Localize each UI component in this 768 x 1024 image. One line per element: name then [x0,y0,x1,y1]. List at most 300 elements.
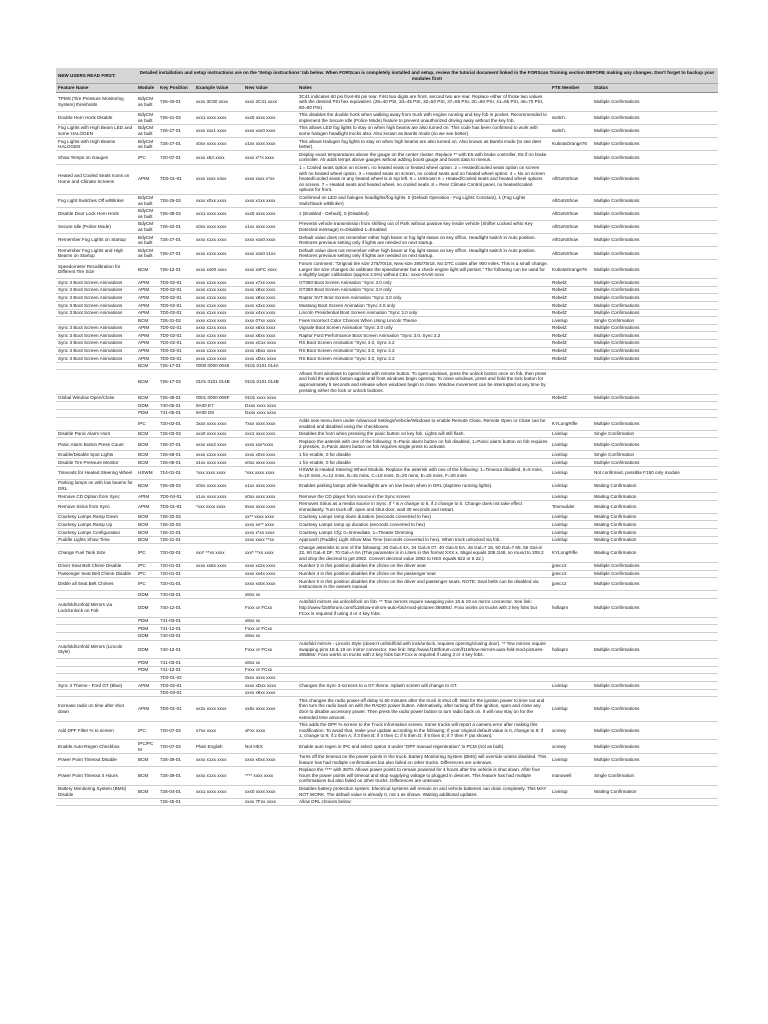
cell-example-value[interactable]: xxxx xxxx x4xx [194,164,243,194]
cell-notes[interactable]: Adds new menu item under Advanced Settings/Vehicle/Windows to enable Remote Close, Remote Open or Close can be enabled and disabled using the checkboxes. [297,417,550,430]
cell-fte-member[interactable] [550,362,592,370]
cell-fte-member[interactable]: Livinlup [550,536,592,544]
table-row[interactable] [56,632,718,640]
cell-new-value[interactable]: 0101 0101 014B [243,370,297,394]
cell-new-value[interactable]: Fxxx or FCxx [243,625,297,633]
table-row[interactable] [56,138,718,151]
table-row[interactable] [56,332,718,340]
cell-notes[interactable]: Confirmed on LED and halogen headlights/fog lights. 0 (Default Operation - Fog Lights Constant), 1 (Fog Lights Switchback w/Blinker) [297,194,550,207]
cell-module[interactable]: BCM [136,479,158,492]
cell-notes[interactable]: Vignale Boot Screen Animation "Sync 3.0 only [297,324,550,332]
cell-status[interactable]: Single Confirmation [592,317,718,325]
cell-key-position[interactable]: 726-27-01 [158,234,194,247]
cell-example-value[interactable] [194,529,243,537]
cell-new-value[interactable]: xxxx x0xx xxxx [243,451,297,459]
cell-key-position[interactable]: 7D0-02-01 [158,339,194,347]
cell-feature-name[interactable]: Courtesy Lamps Configuration [56,529,136,537]
cell-notes[interactable]: 1 (Enabled - Default), 0 (Disabled) [297,207,550,220]
cell-status[interactable]: Single Confirmation [592,430,718,438]
cell-feature-name[interactable] [56,632,136,640]
cell-notes[interactable] [297,689,550,697]
cell-key-position[interactable]: 740-12-01 [158,598,194,617]
cell-example-value[interactable]: Plain English [194,740,243,753]
cell-example-value[interactable] [194,682,243,690]
cell-status[interactable] [592,689,718,697]
cell-feature-name[interactable] [56,674,136,682]
cell-example-value[interactable]: xxxx x1xx xxxx [194,279,243,287]
table-row[interactable] [56,317,718,325]
table-row[interactable] [56,402,718,410]
cell-status[interactable]: Multiple Confirmations [592,417,718,430]
cell-example-value[interactable] [194,521,243,529]
cell-feature-name[interactable] [56,417,136,430]
cell-feature-name[interactable]: Change Fuel Tank Size [56,544,136,563]
cell-new-value[interactable]: xxxx xxxx **xx [243,536,297,544]
cell-module[interactable]: APIM [136,309,158,317]
cell-module[interactable]: DDM [136,402,158,410]
cell-notes[interactable]: Number 4 in this position disables the chime on the passenger seat [297,570,550,578]
cell-example-value[interactable]: xxxx xx6x xxxx [194,562,243,570]
cell-new-value[interactable]: xxxx x4xx xxxx [243,309,297,317]
cell-fte-member[interactable] [550,659,592,667]
cell-notes[interactable]: Courtesy Lamps ramp up duration (seconds converted to hex) [297,521,550,529]
cell-feature-name[interactable] [56,798,136,806]
table-row[interactable] [56,753,718,766]
cell-key-position[interactable]: 726-27-01 [158,124,194,137]
cell-fte-member[interactable]: RebelZ [550,332,592,340]
header-module[interactable]: Module [136,84,158,93]
cell-example-value[interactable] [194,625,243,633]
cell-fte-member[interactable] [550,370,592,394]
cell-new-value[interactable]: x0xx xxxx xxxx [243,493,297,501]
cell-new-value[interactable]: xxxx xCxx xxxx [243,339,297,347]
cell-notes[interactable]: GT350 Boot Screen Animation "Sync 3.0 only [297,279,550,287]
cell-key-position[interactable]: 726-31-02 [158,317,194,325]
table-row[interactable] [56,521,718,529]
cell-notes[interactable]: Disables battery protection system. Electrical systems will remain on and vehicle batteries can drain completely. This MAY NOT WORK. The default value is already 0, not 1 as shown. Waiting additional updates. [297,785,550,798]
cell-new-value[interactable]: xxxx 07xx xxxx [243,317,297,325]
cell-feature-name[interactable]: Fog Light Switches Off w/Blinker [56,194,136,207]
table-row[interactable] [56,721,718,740]
cell-module[interactable]: BCM [136,362,158,370]
cell-key-position[interactable]: 741-12-01 [158,625,194,633]
cell-fte-member[interactable]: Texmudder [550,500,592,513]
cell-notes[interactable]: Replace the **** with 3870. Allows power points to remain powered for 4 hours after the vehicle is shut down. After four hours the power points will timeout and stop supplying voltage to plugged in devices. This feature has had multiple confirmations but also failed on other trucks. Differences are unknown. [297,766,550,785]
cell-fte-member[interactable]: Livinlup [550,438,592,451]
cell-fte-member[interactable]: Livinlup [550,459,592,467]
table-row[interactable] [56,500,718,513]
cell-feature-name[interactable] [56,409,136,417]
cell-feature-name[interactable]: Enable/Disable Spot Lights [56,451,136,459]
cell-fte-member[interactable] [550,689,592,697]
cell-new-value[interactable]: xxxx x9xx xxxx [243,294,297,302]
table-row[interactable] [56,536,718,544]
cell-status[interactable]: Multiple Confirmations [592,260,718,279]
cell-notes[interactable]: HSWM is Heated Steering Wheel Module. Replace the asterisk with one of the following: 1=Timeout disabled, 8=5 mins, 9=10 mins, A=12 mins, B=15 mins, C=18 mins, D=20 mins, E=25 mins, F=30 mins [297,466,550,479]
cell-key-position[interactable]: 7D0-01-01 [158,164,194,194]
cell-status[interactable] [592,666,718,674]
cell-notes[interactable]: Allows front windows to open/close with remote button. To open windows, press the unlock button once on fob, then press and hold the unlock button again until front windows begin opening. To close windows, press and hold the lock button for approximately 5 seconds and release when windows begin to close. Window movement can be interrupted at any time by pressing either the lock or unlock buttons. [297,370,550,394]
cell-example-value[interactable] [194,578,243,591]
table-row[interactable] [56,544,718,563]
cell-notes[interactable]: This disables the double honk when walking away from truck with engine running and key fob in pocket. Recommended to implement the Secure Idle (Police Mode) feature to prevent unauthorized driving away without the key fob. [297,111,550,124]
cell-status[interactable]: Multiple Confirmations [592,332,718,340]
header-fte-member[interactable]: FTE Member [550,84,592,93]
cell-notes[interactable]: Raptor SVT Boot Screen Animation "Sync 3.0 only [297,294,550,302]
cell-key-position[interactable]: 726-03-02 [158,430,194,438]
cell-feature-name[interactable]: Sync 3 Boot Screen Animations [56,339,136,347]
cell-example-value[interactable]: xxx1 xxxx xxxx [194,207,243,220]
cell-new-value[interactable]: xxxx xxx0 xxxx [243,124,297,137]
table-row[interactable] [56,438,718,451]
cell-new-value[interactable]: xxxx x1xx xxxx [243,194,297,207]
cell-module[interactable]: PDM [136,409,158,417]
cell-feature-name[interactable]: Remove CD Option from Sync [56,493,136,501]
cell-module[interactable]: APIM [136,324,158,332]
cell-notes[interactable]: Lincoln Presidential Boot Screen Animation "Sync 3.0 only [297,309,550,317]
cell-new-value[interactable]: xxxx 3C41 xxxx [243,93,297,112]
cell-example-value[interactable] [194,666,243,674]
cell-feature-name[interactable]: Courtesy Lamps Ramp Down [56,513,136,521]
cell-fte-member[interactable]: AllGoNShow [550,220,592,233]
cell-feature-name[interactable]: Global Window Open/Close [56,394,136,402]
cell-module[interactable]: APIM [136,339,158,347]
cell-example-value[interactable]: 9A00 E7 [194,402,243,410]
cell-status[interactable]: Multiple Confirmations [592,220,718,233]
cell-key-position[interactable]: 7D0-02-01 [158,302,194,310]
cell-notes[interactable]: 1 = Cooled seats option on screen, no heated seats or heated wheel option. 2 = Heated/cooled seats option on screen with no heated wheel option. 3 = Heated seats on screen, no cooled seats and no heated wheel option. 4 = No on screen heated/cooled seats or any heated wheel is in top left. 5 = Unknown 6 = Heated/Cooled seats and heated wheel options on screen. 7 = Heated seats and heated wheel, no cooled seats. 8 = Rear Climate Control panel, no heated/cooled options for front. [297,164,550,194]
cell-key-position[interactable]: 740-03-01 [158,632,194,640]
cell-fte-member[interactable]: Livinlup [550,317,592,325]
cell-example-value[interactable]: xxxx x1xx xxxx [194,309,243,317]
cell-fte-member[interactable] [550,402,592,410]
cell-new-value[interactable]: xxxx x7xx xxxx [243,279,297,287]
cell-feature-name[interactable]: Sync 3 Boot Screen Animations [56,286,136,294]
cell-feature-name[interactable]: Passenger Seat Belt Chime Disable [56,570,136,578]
cell-new-value[interactable]: x1xx xxxx xxxx [243,138,297,151]
cell-example-value[interactable] [194,536,243,544]
cell-module[interactable]: BdyCM as built [136,194,158,207]
cell-fte-member[interactable]: jpmcc2 [550,562,592,570]
cell-new-value[interactable]: Fxxx or FCxx [243,666,297,674]
cell-new-value[interactable]: Not HEX [243,740,297,753]
cell-notes[interactable]: This changes the radio power-off delay to 60 minutes after the truck is shut off. Wait for the ignition power to time out and then turn the radio back on with the RADIO power button. Alternatively, after turning off the ignition, open and close any door to disable accessory power. Then press the radio power button to turn radio back on. It will now stay on for the extended time amount. [297,697,550,721]
cell-key-position[interactable]: 726-42-01 [158,220,194,233]
cell-new-value[interactable]: xx** xxxx xxxx [243,513,297,521]
cell-status[interactable]: Multiple Confirmations [592,347,718,355]
cell-status[interactable]: Waiting Confirmation [592,521,718,529]
cell-feature-name[interactable]: Enable Auto-Regen Checkbox [56,740,136,753]
cell-fte-member[interactable]: switch. [550,111,592,124]
cell-key-position[interactable]: 720-07-02 [158,740,194,753]
cell-example-value[interactable]: xxxx x1xx xxxx [194,332,243,340]
cell-example-value[interactable]: xxxx 3C50 xxxx [194,93,243,112]
cell-example-value[interactable] [194,640,243,659]
header-notes[interactable]: Notes [297,84,550,93]
cell-fte-member[interactable]: AllGoNShow [550,247,592,260]
header-feature-name[interactable]: Feature Name [56,84,136,93]
table-row[interactable] [56,355,718,363]
cell-feature-name[interactable]: Disable Panic Alarm Horn [56,430,136,438]
cell-notes[interactable] [297,362,550,370]
cell-fte-member[interactable]: RebelZ [550,394,592,402]
cell-feature-name[interactable]: Power Point Timeout Disable [56,753,136,766]
cell-new-value[interactable]: x0xx xxxx xxxx [243,459,297,467]
table-row[interactable] [56,578,718,591]
cell-status[interactable] [592,625,718,633]
cell-module[interactable]: BCM [136,521,158,529]
cell-module[interactable]: IPC [136,544,158,563]
cell-status[interactable] [592,370,718,394]
cell-example-value[interactable]: xxxx x1xx xxxx [194,247,243,260]
cell-module[interactable]: APIM [136,302,158,310]
cell-fte-member[interactable]: AllGoNShow [550,207,592,220]
cell-module[interactable]: IPC [136,578,158,591]
cell-notes[interactable] [297,591,550,599]
table-row[interactable] [56,194,718,207]
table-row[interactable] [56,247,718,260]
cell-module[interactable]: IPC [136,562,158,570]
cell-status[interactable]: Multiple Confirmations [592,207,718,220]
cell-key-position[interactable]: 726-31-01 [158,529,194,537]
cell-example-value[interactable]: xxx* **xx xxxx [194,544,243,563]
cell-fte-member[interactable] [550,674,592,682]
cell-key-position[interactable]: 720-01-01 [158,570,194,578]
cell-module[interactable]: BdyCM as built [136,220,158,233]
cell-feature-name[interactable]: Sync 3 Boot Screen Animations [56,355,136,363]
cell-module[interactable]: APIM [136,347,158,355]
cell-example-value[interactable]: xxxx x1xx xxxx [194,753,243,766]
cell-fte-member[interactable]: Livinlup [550,697,592,721]
cell-new-value[interactable]: xxxx 7Fxx xxxx [243,798,297,806]
cell-feature-name[interactable] [56,370,136,394]
cell-feature-name[interactable]: Double Horn Honk Disable [56,111,136,124]
cell-status[interactable] [592,409,718,417]
cell-notes[interactable]: 1 for enable, 0 for disable [297,459,550,467]
cell-fte-member[interactable]: AllGoNShow [550,164,592,194]
table-row[interactable] [56,513,718,521]
cell-key-position[interactable]: 720-07-01 [158,151,194,164]
cell-new-value[interactable]: xxxx xxx0 xxxx [243,234,297,247]
cell-example-value[interactable]: xxx1 xxxx xxxx [194,111,243,124]
cell-fte-member[interactable]: KubotaOrange76 [550,138,592,151]
cell-fte-member[interactable] [550,632,592,640]
cell-status[interactable]: Multiple Confirmations [592,93,718,112]
cell-notes[interactable] [297,617,550,625]
table-row[interactable] [56,394,718,402]
cell-feature-name[interactable] [56,625,136,633]
cell-status[interactable]: Single Confirmation [592,766,718,785]
cell-module[interactable]: IPC [136,417,158,430]
cell-key-position[interactable]: 726-12-01 [158,260,194,279]
cell-status[interactable] [592,402,718,410]
cell-key-position[interactable]: 7D0-02-01 [158,324,194,332]
cell-fte-member[interactable] [550,666,592,674]
cell-fte-member[interactable]: Livinlup [550,753,592,766]
cell-feature-name[interactable]: Speedometer Recalibration for Different Tire Size [56,260,136,279]
cell-status[interactable]: Multiple Confirmations [592,578,718,591]
cell-notes[interactable]: Autofold mirrors - Lincoln Style (doesn't unfold/fold with lock/unlock, requires opening/closing door). ** Tow mirrors require swapping pins 18 & 19 on mirror connector. See link: http://www.f150forum.com/f118/tow-mirrors-auto-fold-mod-pictures-365884/. Foxx works on trucks with 2 key fobs but FCxx is required if using 3 or 4 key fobs. [297,640,550,659]
cell-module[interactable]: IPC [136,721,158,740]
cell-example-value[interactable] [194,513,243,521]
cell-fte-member[interactable]: switch. [550,124,592,137]
cell-feature-name[interactable] [56,689,136,697]
cell-key-position[interactable]: 726-37-01 [158,438,194,451]
cell-module[interactable]: APIM [136,493,158,501]
table-row[interactable] [56,493,718,501]
cell-key-position[interactable]: 740-05-01 [158,402,194,410]
cell-module[interactable]: BCM [136,317,158,325]
table-row[interactable] [56,479,718,492]
cell-module[interactable]: APIM [136,697,158,721]
cell-module[interactable]: PDM [136,617,158,625]
cell-new-value[interactable]: xxxx xx2x xxxx [243,562,297,570]
cell-feature-name[interactable]: TPMS (Tire Pressure Monitoring System) thresholds [56,93,136,112]
table-row[interactable] [56,466,718,479]
cell-key-position[interactable]: 7D0-01-01 [158,500,194,513]
cell-status[interactable]: Multiple Confirmations [592,124,718,137]
cell-example-value[interactable]: xx2x xxxx xxxx [194,697,243,721]
cell-fte-member[interactable]: RebelZ [550,324,592,332]
cell-example-value[interactable]: xxxx x6A xxxx [194,151,243,164]
cell-example-value[interactable]: xxxx x1xx xxxx [194,317,243,325]
cell-status[interactable]: Multiple Confirmations [592,438,718,451]
cell-example-value[interactable] [194,674,243,682]
table-row[interactable] [56,617,718,625]
cell-key-position[interactable]: 720-01-01 [158,578,194,591]
cell-notes[interactable]: 1 for enable, 0 for disable [297,451,550,459]
cell-fte-member[interactable]: xcrewy [550,721,592,740]
cell-key-position[interactable]: 7D0-01-01 [158,697,194,721]
cell-example-value[interactable]: xxxx x1xx xxxx [194,294,243,302]
cell-feature-name[interactable]: Secure Idle (Police Mode) [56,220,136,233]
cell-key-position[interactable]: 714-01-01 [158,466,194,479]
cell-module[interactable]: DDM [136,591,158,599]
cell-example-value[interactable]: xxxx x1xx xxxx [194,324,243,332]
cell-new-value[interactable]: x8xx xx [243,617,297,625]
cell-module[interactable]: APIM [136,500,158,513]
table-row[interactable] [56,370,718,394]
table-row[interactable] [56,309,718,317]
cell-status[interactable]: Multiple Confirmations [592,562,718,570]
cell-module[interactable]: APIM [136,294,158,302]
cell-new-value[interactable]: xxxx xxx*xxxx [243,438,297,451]
cell-new-value[interactable]: xxxx x8xx xxxx [243,332,297,340]
cell-feature-name[interactable]: Power Point Timeout 4 Hours [56,766,136,785]
cell-notes[interactable]: RS Boot Screen Animation "Sync 3.0, Sync 2.2 [297,355,550,363]
cell-notes[interactable]: Raptor Ford Performance Boot Screen Animation "Sync 3.0, Sync 2.2 [297,332,550,340]
cell-fte-member[interactable] [550,798,592,806]
cell-status[interactable]: Multiple Confirmations [592,194,718,207]
cell-key-position[interactable]: 726-32-02 [158,521,194,529]
cell-module[interactable]: APIM [136,355,158,363]
cell-feature-name[interactable]: Remember Fog Lights on Startup [56,234,136,247]
cell-module[interactable]: BCM [136,260,158,279]
cell-module[interactable]: BCM [136,529,158,537]
cell-status[interactable]: Not confirmed, possible F150 only module [592,466,718,479]
cell-new-value[interactable]: xxxx xxx0 x1xx [243,247,297,260]
table-row[interactable] [56,659,718,667]
table-row[interactable] [56,151,718,164]
cell-key-position[interactable]: 720-02-01 [158,417,194,430]
cell-fte-member[interactable] [550,617,592,625]
cell-status[interactable]: Multiple Confirmations [592,164,718,194]
cell-notes[interactable]: Courtesy Lamps ramp down duration (seconds converted to hex) [297,513,550,521]
cell-key-position[interactable]: 726-58-01 [158,451,194,459]
cell-new-value[interactable]: **** xxxx xxxx [243,766,297,785]
header-status[interactable]: Status [592,84,718,93]
cell-module[interactable]: BCM [136,753,158,766]
cell-example-value[interactable]: *xxx xxxx xxxx [194,466,243,479]
table-row[interactable] [56,766,718,785]
cell-example-value[interactable]: xxxx xxx2 xxxx [194,438,243,451]
cell-module[interactable]: APIM [136,682,158,690]
cell-feature-name[interactable]: Heated and Cooled Seats Icons on Home and Climate Screens [56,164,136,194]
cell-feature-name[interactable]: Disable Door Lock Horn Honk [56,207,136,220]
cell-fte-member[interactable]: Livinlup [550,479,592,492]
cell-notes[interactable]: Remove the CD player from source in the Sync screen [297,493,550,501]
cell-example-value[interactable]: xxxx x1xx xxxx [194,286,243,294]
cell-feature-name[interactable] [56,659,136,667]
cell-status[interactable]: Multiple Confirmations [592,740,718,753]
cell-feature-name[interactable] [56,591,136,599]
cell-notes[interactable] [297,394,550,402]
cell-new-value[interactable]: xxx* **xx xxxx [243,544,297,563]
cell-example-value[interactable] [194,659,243,667]
cell-notes[interactable]: Fixes Incorrect Color Choices When Using Lincoln Theme [297,317,550,325]
cell-key-position[interactable]: 726-38-01 [158,394,194,402]
cell-module[interactable] [136,689,158,697]
cell-key-position[interactable]: 726-26-02 [158,194,194,207]
table-row[interactable] [56,529,718,537]
cell-feature-name[interactable]: Sync 3 Boot Screen Animations [56,279,136,287]
cell-notes[interactable]: Default value does not remember either high beam or fog light status on key off/on. Headlight switch in Auto position. Restores previous setting only if lights are needed on next startup. [297,247,550,260]
cell-module[interactable]: BCM [136,536,158,544]
cell-feature-name[interactable]: Panic Alarm Button Press Count [56,438,136,451]
table-row[interactable] [56,625,718,633]
table-row[interactable] [56,260,718,279]
cell-example-value[interactable]: xxxx x0xx xxxx [194,194,243,207]
cell-feature-name[interactable]: Courtesy Lamps Ramp Up [56,521,136,529]
cell-new-value[interactable]: 0xxx xxxx xxxx [243,674,297,682]
table-row[interactable] [56,451,718,459]
cell-module[interactable]: PDM [136,666,158,674]
cell-new-value[interactable]: xx6x xxxx xxxx [243,697,297,721]
cell-fte-member[interactable]: KYLongRifle [550,417,592,430]
cell-new-value[interactable]: xxxx xDxx xxxx [243,682,297,690]
cell-module[interactable]: HSWM [136,466,158,479]
cell-example-value[interactable]: 9A00 D8 [194,409,243,417]
cell-module[interactable]: BCM [136,430,158,438]
cell-key-position[interactable]: 741-03-01 [158,659,194,667]
cell-notes[interactable]: RS Boot Screen Animation "Sync 3.0, Sync 2.2 [297,347,550,355]
cell-fte-member[interactable]: KYLongRifle [550,544,592,563]
cell-notes[interactable]: Forum comment: "Original tire size 275/70r18, New size 285/75r18. No DTC codes after 900 miles. This is a small change. Larger tire size changes do calibrate the speedometer but a check engine light will persist." The following can be used for a slightly larger calibration (approx 2.5%) without CEL: xxxx-0AAE-xxxx [297,260,550,279]
header-key-position[interactable]: Key Position [158,84,194,93]
cell-key-position[interactable]: 726-41-02 [158,111,194,124]
cell-new-value[interactable]: *xxx xxxx xxxx [243,466,297,479]
cell-key-position[interactable]: 7D0-02-01 [158,279,194,287]
cell-new-value[interactable]: xxxx xDxx xxxx [243,355,297,363]
table-row[interactable] [56,339,718,347]
cell-example-value[interactable]: x0xx xxxx xxxx [194,220,243,233]
cell-example-value[interactable]: xxxx x1xx xxxx [194,234,243,247]
cell-new-value[interactable]: Dxxx xxxx xxxx [243,409,297,417]
cell-status[interactable]: Single Confirmation [592,451,718,459]
cell-new-value[interactable]: xxxx xBxx xxxx [243,347,297,355]
cell-module[interactable]: BCM [136,785,158,798]
cell-status[interactable]: Multiple Confirmations [592,138,718,151]
